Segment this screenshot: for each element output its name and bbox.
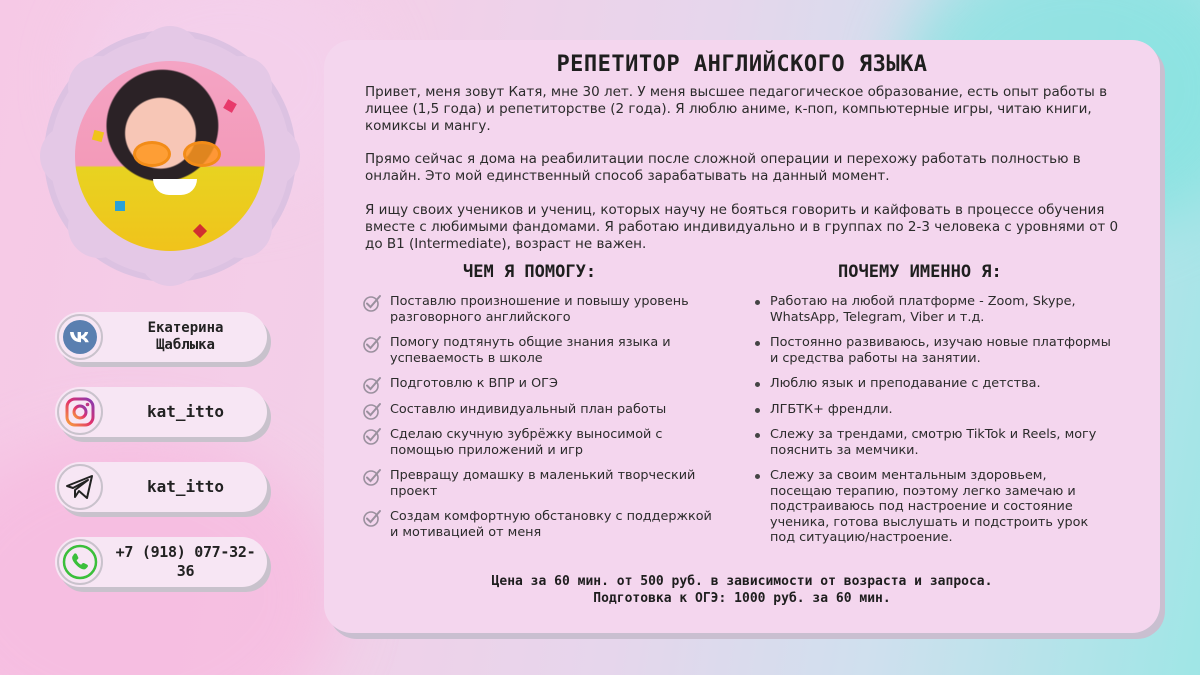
why-item-text: Работаю на любой платформе - Zoom, Skype, WhatsApp, Telegram, Viber и т.д.	[770, 294, 1076, 325]
confetti	[92, 130, 104, 142]
why-list-item	[752, 335, 1112, 366]
confetti	[193, 224, 207, 238]
contact-instagram[interactable]	[55, 387, 270, 437]
intro-text	[365, 84, 1125, 269]
intro-paragraph: Привет, меня зовут Катя, мне 30 лет. У меня высшее педагогическое образование, есть опыт работы в лицее (1,5 года) и репетиторстве (2 года). Я люблю аниме, к-поп, компьютерные игры, читаю книги, комиксы и мангу.	[365, 84, 1108, 134]
checkmark-icon	[362, 509, 382, 527]
confetti	[115, 201, 125, 211]
contact-telegram[interactable]	[55, 462, 270, 512]
why-item-text: Слежу за трендами, смотрю TikTok и Reels, могу пояснить за мемчики.	[770, 427, 1097, 458]
bullet-icon	[755, 433, 760, 438]
help-item-text: Создам комфортную обстановку с поддержкой и мотивацией от меня	[390, 509, 712, 540]
why-section-title: ПОЧЕМУ ИМЕННО Я:	[838, 262, 1002, 282]
why-item-text: Люблю язык и преподавание с детства.	[770, 376, 1041, 391]
page-title: РЕПЕТИТОР АНГЛИЙСКОГО ЯЗЫКА	[556, 52, 928, 77]
checkmark-icon	[362, 402, 382, 420]
vk-icon	[57, 314, 103, 360]
phone-icon	[57, 539, 103, 585]
avatar-photo	[75, 61, 265, 251]
checkmark-icon	[362, 468, 382, 486]
why-item-text: ЛГБТК+ френдли.	[770, 401, 893, 417]
avatar	[50, 36, 290, 276]
bullet-icon	[755, 408, 760, 413]
help-list	[362, 294, 722, 550]
why-list-item	[752, 468, 1112, 546]
price-info	[324, 574, 1160, 607]
checkmark-icon	[362, 427, 382, 445]
help-list-item	[362, 509, 722, 540]
intro-paragraph: Прямо сейчас я дома на реабилитации после сложной операции и перехожу работать полностью в онлайн. Это мой единственный способ зарабатывать на данный момент.	[365, 151, 1081, 185]
sunglasses-shape	[133, 141, 221, 169]
contact-instagram-handle: kat_itto	[146, 402, 225, 421]
intro-paragraph: Я ищу своих учеников и учениц, которых научу не бояться говорить и кайфовать в процессе обучения вместе с любимыми фандомами. Я работаю индивидуально и в группах по 2-3 человека с уровнями от 0 до B1 (Intermediate), возраст не важен.	[365, 201, 1119, 252]
price-line: Цена за 60 мин. от 500 руб. в зависимости от возраста и запроса.	[491, 574, 993, 589]
why-item-text: Слежу за своим ментальным здоровьем, посещаю терапию, поэтому легко замечаю и подстраиваюсь под настроение и состояние ученика, готова выслушать и подстроить урок под ситуацию/настроение.	[770, 468, 1089, 545]
contact-vk-name: Екатерина Щаблыка	[147, 319, 224, 353]
bullet-icon	[755, 382, 760, 387]
help-list-item	[362, 294, 722, 325]
bullet-icon	[755, 474, 760, 479]
help-item-text: Превращу домашку в маленький творческий проект	[390, 468, 696, 499]
contact-phone-number: +7 (918) 077-32-36	[115, 543, 256, 580]
why-list-item	[752, 427, 1112, 458]
contact-vk[interactable]	[55, 312, 270, 362]
checkmark-icon	[362, 376, 382, 394]
help-item-text: Составлю индивидуальный план работы	[390, 401, 667, 417]
help-list-item	[362, 335, 722, 366]
checkmark-icon	[362, 294, 382, 312]
help-item-text: Сделаю скучную зубрёжку выносимой с помощью приложений и игр	[390, 427, 663, 458]
smile-shape	[153, 179, 197, 195]
telegram-icon	[57, 464, 103, 510]
instagram-icon	[57, 389, 103, 435]
exam-price-line: Подготовка к ОГЭ: 1000 руб. за 60 мин.	[593, 590, 891, 606]
help-list-item	[362, 427, 722, 458]
help-item-text: Поставлю произношение и повышу уровень разговорного английского	[390, 294, 689, 325]
confetti	[223, 99, 237, 113]
why-item-text: Постоянно развиваюсь, изучаю новые платформы и средства работы на занятии.	[770, 335, 1111, 366]
help-list-item	[362, 376, 722, 392]
contact-phone[interactable]	[55, 537, 270, 587]
help-list-item	[362, 468, 722, 499]
help-item-text: Помогу подтянуть общие знания языка и успеваемость в школе	[390, 335, 671, 366]
help-list-item	[362, 402, 722, 418]
bullet-icon	[755, 300, 760, 305]
why-list-item	[752, 376, 1112, 392]
why-list	[752, 294, 1112, 556]
bullet-icon	[755, 341, 760, 346]
help-section-title: ЧЕМ Я ПОМОГУ:	[463, 262, 597, 282]
why-list-item	[752, 294, 1112, 325]
help-item-text: Подготовлю к ВПР и ОГЭ	[390, 376, 558, 391]
checkmark-icon	[362, 335, 382, 353]
why-list-item	[752, 402, 1112, 418]
contact-telegram-handle: kat_itto	[146, 477, 225, 496]
